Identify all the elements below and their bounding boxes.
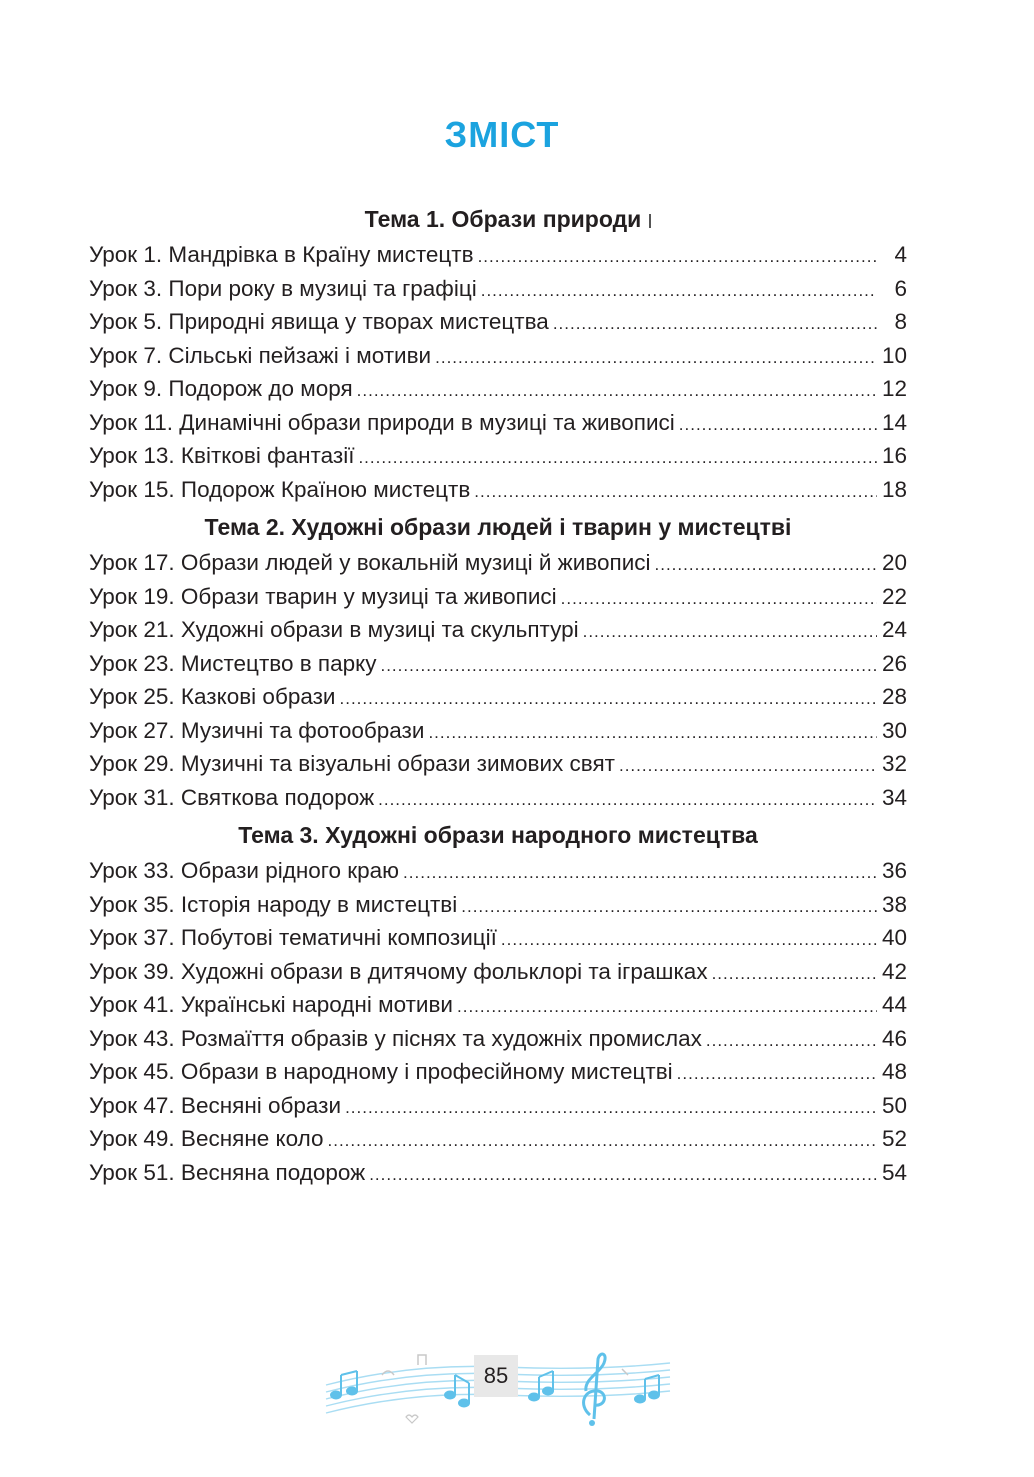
dot-leader [380,649,877,683]
dot-leader [369,1158,877,1192]
toc-entry-label: Урок 47. Весняні образи [89,1092,342,1118]
toc-entry-page: 14 [881,409,907,435]
toc-entry[interactable] [89,647,907,681]
toc-entry-page: 6 [894,275,907,301]
dot-leader [457,990,877,1024]
toc-entry-label: Урок 21. Художні образи в музиці та скульптурі [89,617,579,642]
toc-entry[interactable] [89,1022,907,1056]
toc-entry-label: Урок 5. Природні явища у творах мистецтва [89,309,549,334]
toc-entry[interactable] [89,580,907,614]
dot-leader [583,615,877,649]
dot-leader [655,548,877,582]
toc-entry-page: 24 [881,617,907,642]
toc-entry-page: 40 [881,925,907,950]
toc-entry[interactable] [89,781,907,815]
toc-entry[interactable] [89,238,907,272]
toc-entry[interactable] [89,406,907,440]
dot-leader [561,582,877,616]
toc-entry-label: Урок 51. Весняна подорож [89,1159,366,1185]
toc-entry-page: 50 [881,1092,907,1118]
toc-entry-page: 12 [881,376,907,401]
toc-entry-label: Урок 1. Мандрівка в Країну мистецтв [89,242,474,267]
toc-entry-label: Урок 31. Святкова подорож [89,784,375,810]
toc-entry-label: Урок 45. Образи в народному і професійному мистецтві [89,1059,673,1084]
section-title [89,202,907,236]
dot-leader [677,1057,877,1091]
page-title: ЗМІСТ [444,114,560,155]
toc-entry-page: 8 [894,309,907,334]
toc-entry[interactable] [89,613,907,647]
toc-entry-page: 4 [894,242,907,267]
toc-entry-page: 30 [881,717,907,743]
toc-entry-label: Урок 37. Побутові тематичні композиції [89,925,497,950]
toc-entry[interactable] [89,854,907,888]
toc-entry-label: Урок 9. Подорож до моря [89,376,353,401]
section-title: Тема 2. Художні образи людей і тварин у мистецтві [204,514,792,540]
toc-entry-label: Урок 33. Образи рідного краю [89,858,400,883]
footer-decoration [322,1345,674,1437]
dot-leader [403,856,877,890]
toc-entry[interactable] [89,372,907,406]
dot-leader [474,475,877,509]
toc-entry-label: Урок 3. Пори року в музиці та графіці [89,275,477,301]
toc-entry[interactable] [89,1055,907,1089]
table-of-contents [89,202,907,1189]
toc-entry[interactable] [89,439,907,473]
toc-entry[interactable] [89,339,907,373]
toc-entry[interactable] [89,888,907,922]
dot-leader [501,923,877,957]
toc-entry-page: 26 [881,650,907,676]
toc-entry-label: Урок 7. Сільські пейзажі і мотиви [89,342,432,368]
toc-entry-page: 54 [881,1159,907,1185]
toc-entry-label: Урок 15. Подорож Країною мистецтв [89,476,471,502]
toc-entry-label: Урок 13. Квіткові фантазії [89,443,355,468]
toc-entry[interactable] [89,473,907,507]
dot-leader [328,1124,877,1158]
toc-entry-label: Урок 17. Образи людей у вокальній музиці й живописі [89,550,651,575]
toc-entry[interactable] [89,680,907,714]
dot-leader [712,957,877,991]
cursor-mark [649,214,651,228]
dot-leader [378,783,877,817]
toc-entry[interactable] [89,921,907,955]
toc-entry-page: 32 [881,751,907,776]
dot-leader [553,307,877,341]
toc-entry-page: 34 [881,784,907,810]
toc-entry-page: 20 [881,550,907,575]
toc-entry[interactable] [89,272,907,306]
toc-entry[interactable] [89,546,907,580]
toc-entry-label: Урок 49. Весняне коло [89,1126,324,1151]
toc-entry-label: Урок 11. Динамічні образи природи в музиці та живописі [89,409,675,435]
toc-entry-label: Урок 43. Розмаїття образів у піснях та художніх промислах [89,1025,702,1051]
toc-entry-page: 52 [881,1126,907,1151]
toc-entry-label: Урок 19. Образи тварин у музиці та живописі [89,583,557,609]
section-title: Тема 3. Художні образи народного мистецтва [238,822,758,848]
dot-leader [340,682,878,716]
toc-entry-label: Урок 41. Українські народні мотиви [89,992,453,1017]
dot-leader [358,441,877,475]
dot-leader [679,408,877,442]
toc-entry[interactable] [89,305,907,339]
toc-entry-page: 28 [881,684,907,709]
dot-leader [706,1024,877,1058]
dot-leader [435,341,877,375]
toc-entry[interactable] [89,1122,907,1156]
toc-entry-label: Урок 39. Художні образи в дитячому фольклорі та іграшках [89,958,708,984]
dot-leader [481,274,877,308]
toc-entry-page: 38 [881,891,907,917]
dot-leader [619,749,877,783]
toc-entry[interactable] [89,1156,907,1190]
toc-entry[interactable] [89,1089,907,1123]
toc-entry-page: 36 [881,858,907,883]
toc-entry-page: 48 [881,1059,907,1084]
toc-entry-label: Урок 23. Мистецтво в парку [89,650,377,676]
toc-entry-label: Урок 27. Музичні та фотообрази [89,717,425,743]
toc-entry-page: 22 [881,583,907,609]
dot-leader [357,374,877,408]
toc-entry-label: Урок 25. Казкові образи [89,684,336,709]
toc-entry[interactable] [89,988,907,1022]
toc-entry[interactable] [89,955,907,989]
dot-leader [461,890,877,924]
dot-leader [345,1091,877,1125]
toc-entry[interactable] [89,747,907,781]
section-title-text: Тема 1. Образи природи [364,206,642,232]
toc-entry[interactable] [89,714,907,748]
toc-entry-label: Урок 35. Історія народу в мистецтві [89,891,458,917]
toc-entry-page: 46 [881,1025,907,1051]
toc-entry-page: 16 [881,443,907,468]
toc-entry-page: 42 [881,958,907,984]
page-number: 85 [474,1355,518,1397]
toc-entry-page: 18 [881,476,907,502]
toc-entry-label: Урок 29. Музичні та візуальні образи зимових свят [89,751,615,776]
dot-leader [478,240,877,274]
dot-leader [428,716,877,750]
toc-entry-page: 44 [881,992,907,1017]
toc-entry-page: 10 [881,342,907,368]
